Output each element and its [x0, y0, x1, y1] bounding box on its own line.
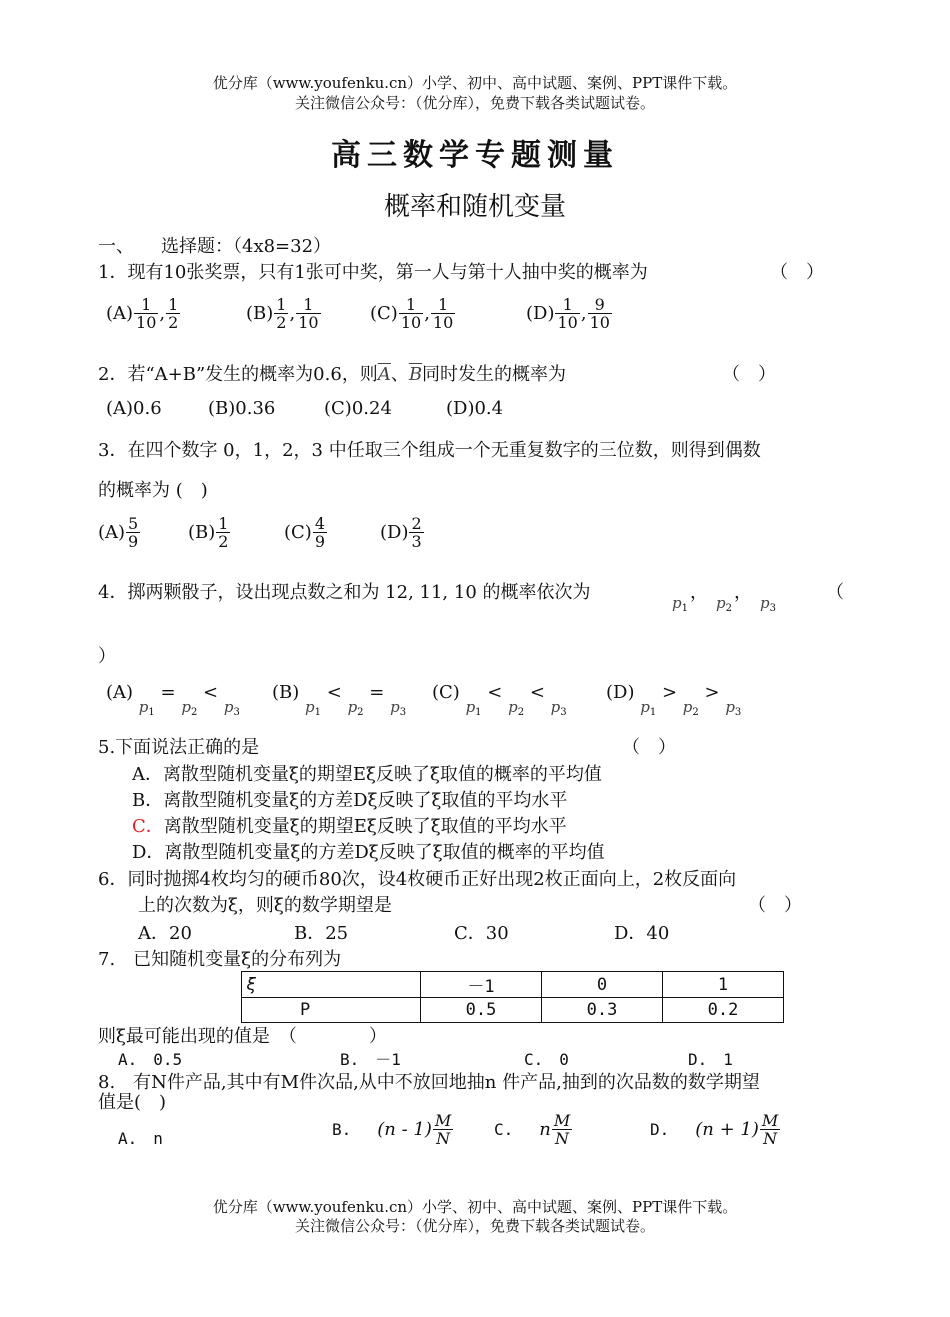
q4-comma-1: ， [690, 582, 708, 603]
p-sub: 2 [725, 603, 732, 614]
p-sub: 1 [148, 707, 155, 718]
q7-option-b: B. －1 [340, 1050, 401, 1069]
q4-paren-close: ） [98, 646, 116, 667]
option-label: (A) [106, 682, 134, 703]
option-label: (B) [208, 398, 236, 419]
q4-option-d [606, 682, 742, 718]
option-label: (B) [188, 522, 216, 543]
option-label: (D) [380, 522, 409, 543]
coefficient: (n + 1) [695, 1119, 759, 1140]
p1 [640, 696, 656, 717]
denominator: 10 [589, 313, 610, 332]
p-symbol: p [640, 698, 650, 716]
page-title: 高三数学专题测量 [331, 138, 619, 173]
q4-text: 4．掷两颗骰子，设出现点数之和为 12, 11, 10 的概率依次为 [98, 582, 591, 603]
p-symbol: p [465, 698, 476, 716]
p-symbol: p [181, 698, 191, 716]
q5-option-a: A．离散型随机变量ξ的期望Eξ反映了ξ取值的概率的平均值 [132, 764, 602, 785]
p3 [224, 696, 240, 717]
denominator: 2 [218, 532, 229, 551]
denominator: N [436, 1129, 451, 1148]
p3 [551, 696, 567, 717]
distribution-table [241, 971, 784, 1023]
q1-text: 1．现有10张奖票，只有1张可中奖，第一人与第十人抽中奖的概率为 [98, 262, 648, 283]
table-cell: 0.3 [542, 998, 663, 1023]
option-label: (A) [106, 303, 134, 324]
q2-option-a [106, 398, 162, 419]
q2-option-c [324, 398, 392, 419]
p-sub: 3 [734, 707, 742, 718]
p2 [181, 696, 197, 717]
option-label: (A) [98, 522, 126, 543]
q4-paren-open: （ [826, 582, 844, 603]
numerator: 1 [431, 296, 455, 314]
footer-line-1: 优分库（www.youfenku.cn）小学、初中、高中试题、案例、PPT课件下载。 [212, 1198, 738, 1216]
q8-line-1: 8. 有N件产品,其中有M件次品,从中不放回地抽n 件产品,抽到的次品数的数学期望 [98, 1072, 760, 1093]
numerator: 5 [128, 514, 139, 533]
p-sub: 2 [692, 707, 699, 718]
p-symbol: p [347, 698, 358, 716]
p1 [305, 696, 321, 717]
p-sub: 1 [681, 603, 688, 614]
p-symbol: p [725, 698, 735, 716]
table-cell: 1 [663, 972, 784, 998]
q5-option-d: D．离散型随机变量ξ的方差Dξ反映了ξ取值的概率的平均值 [132, 842, 605, 863]
q5-option-c [132, 812, 567, 838]
denominator: N [763, 1129, 778, 1148]
p-sub: 1 [475, 707, 482, 718]
q8-option-a: A. n [118, 1129, 163, 1148]
p-sub: 2 [190, 707, 198, 718]
numerator: M [434, 1111, 452, 1130]
p2 [348, 696, 364, 717]
numerator: 1 [296, 296, 320, 314]
fraction [555, 296, 579, 331]
fraction [552, 1112, 572, 1147]
fraction [126, 515, 140, 550]
op: < [487, 682, 503, 703]
q3-option-b [188, 515, 231, 550]
fraction [433, 1112, 453, 1147]
p3 [725, 696, 741, 717]
table-row [242, 998, 784, 1023]
table-cell: 0.5 [421, 998, 542, 1023]
table-cell: P [242, 998, 421, 1023]
q8-option-c [494, 1112, 573, 1147]
fraction [216, 515, 230, 550]
q6-line-2: 上的次数为ξ，则ξ的数学期望是 [138, 895, 392, 916]
q4-comma-2: ， [734, 582, 752, 603]
q6-paren: （ ） [748, 895, 802, 916]
p-symbol: p [223, 698, 234, 716]
fraction [296, 296, 320, 331]
numerator: 1 [134, 296, 158, 314]
option-label: D. [650, 1120, 670, 1139]
footer-line-2: 关注微信公众号：（优分库），免费下载各类试题试卷。 [294, 1217, 655, 1235]
option-label: (D) [526, 303, 555, 324]
numerator: 1 [218, 514, 229, 533]
q2-a-bar: $\overline{A}$ [377, 364, 391, 385]
table-cell: 0 [542, 972, 663, 998]
numerator: 9 [588, 296, 612, 314]
q7-option-a: A. 0.5 [118, 1050, 183, 1069]
q5-option-b: B．离散型随机变量ξ的方差Dξ反映了ξ取值的平均水平 [132, 790, 568, 811]
option-label: (C) [370, 303, 398, 324]
q2-option-d [446, 398, 503, 419]
option-label: B. [332, 1120, 352, 1139]
p-sub: 3 [233, 707, 240, 718]
option-label: (B) [246, 303, 274, 324]
denominator: 9 [314, 532, 326, 551]
option-label: (A) [106, 398, 134, 419]
q2-value: 0.6 [313, 364, 342, 385]
denominator: 2 [276, 313, 287, 332]
numerator: 1 [168, 295, 179, 314]
p-sub: 3 [399, 707, 407, 718]
page-subtitle: 概率和随机变量 [383, 192, 566, 222]
p2 [508, 696, 524, 717]
denominator: 10 [432, 313, 454, 332]
p-symbol: p [672, 594, 682, 612]
option-label: (C) [284, 522, 312, 543]
q3-option-a [98, 515, 141, 550]
p-sub: 1 [649, 707, 657, 718]
q2-paren: （ ） [722, 364, 776, 385]
q3-line-1: 3．在四个数字 0，1，2，3 中任取三个组成一个无重复数字的三位数，则得到偶数 [98, 440, 761, 461]
q1-option-d: (D) $\frac{1}{10}$ , $\frac{9}{10}$ [526, 295, 610, 332]
op: < [529, 682, 545, 703]
fraction [399, 296, 423, 331]
option-value: 0.24 [351, 398, 392, 419]
option-value: 0.4 [474, 398, 504, 419]
op: > [704, 682, 720, 703]
header-line-2: 关注微信公众号：（优分库），免费下载各类试题试卷。 [294, 94, 655, 112]
numerator: M [553, 1111, 571, 1130]
p-sub: 3 [560, 707, 567, 718]
q5-text: 5.下面说法正确的是 [98, 737, 260, 758]
fraction [313, 515, 327, 550]
table-cell: ξ [242, 972, 421, 998]
p-symbol: p [760, 594, 770, 612]
numerator: 1 [555, 296, 579, 314]
p-sub: 3 [769, 603, 776, 614]
coefficient: n [539, 1119, 551, 1140]
q4-p1 [672, 593, 688, 614]
option-label: (D) [606, 682, 635, 703]
q1-option-b: (B) $\frac{1}{2}$ , $\frac{1}{10}$ [246, 295, 319, 332]
p-symbol: p [682, 698, 693, 716]
q2-sep: 、 [390, 364, 409, 385]
option-label: C． [132, 816, 164, 837]
denominator: 10 [298, 313, 319, 332]
q4-option-b [272, 682, 407, 718]
denominator: 10 [136, 313, 157, 332]
q6-line-1: 6．同时抛掷4枚均匀的硬币80次，设4枚硬币正好出现2枚正面向上，2枚反面向 [98, 869, 737, 890]
section-heading: 一、 选择题：（4x8=32） [98, 236, 332, 257]
q4-option-a [106, 682, 240, 718]
fraction [134, 296, 158, 331]
p-symbol: p [305, 698, 315, 716]
q3-option-d [380, 515, 425, 550]
q8-line-2: 值是( ) [98, 1092, 167, 1113]
q8-option-d [650, 1112, 781, 1147]
q4-p2 [716, 593, 732, 614]
q3-option-c [284, 515, 328, 550]
q2-text-b: ，则 [341, 364, 378, 385]
p-symbol: p [138, 698, 149, 716]
q7-question: 则ξ最可能出现的值是 （ ） [98, 1026, 387, 1047]
option-label: (C) [324, 398, 352, 419]
option-value: 0.36 [235, 398, 276, 419]
q1-option-c: (C) $\frac{1}{10}$ , $\frac{1}{10}$ [370, 295, 454, 332]
option-label: (D) [446, 398, 475, 419]
q2-text-c: 同时发生的概率为 [422, 364, 567, 385]
p-symbol: p [550, 698, 561, 716]
fraction [166, 296, 180, 331]
table-cell: 0.2 [663, 998, 784, 1023]
p-sub: 2 [357, 707, 364, 718]
q6-option-a: A．20 [138, 923, 192, 944]
op: > [661, 682, 678, 703]
fraction [588, 296, 612, 331]
numerator: 4 [314, 514, 326, 533]
q7-option-d: D. 1 [688, 1050, 733, 1069]
coefficient: (n - 1) [377, 1119, 432, 1140]
q1-option-a: (A) $\frac{1}{10}$ , $\frac{1}{2}$ [106, 295, 179, 332]
q7-text: 7. 已知随机变量ξ的分布列为 [98, 949, 342, 970]
numerator: M [761, 1111, 779, 1130]
q2-b-bar: $\overline{B}$ [408, 364, 423, 385]
q6-option-b: B．25 [294, 923, 349, 944]
q2-option-b [208, 398, 275, 419]
p-symbol: p [508, 698, 518, 716]
fraction [760, 1112, 780, 1147]
denominator: 9 [128, 532, 139, 551]
denominator: 3 [411, 532, 422, 551]
q7-option-c: C. 0 [524, 1050, 569, 1069]
header-line-1: 优分库（www.youfenku.cn）小学、初中、高中试题、案例、PPT课件下载。 [212, 74, 738, 92]
denominator: 10 [400, 313, 422, 332]
numerator: 1 [276, 295, 287, 314]
q5-paren: （ ） [622, 737, 676, 758]
fraction [409, 515, 423, 550]
op: < [203, 682, 219, 703]
option-label: C. [494, 1120, 514, 1139]
p1 [466, 696, 482, 717]
q4-p3 [760, 593, 776, 614]
q4-option-c [432, 682, 567, 718]
q6-option-c: C．30 [454, 923, 509, 944]
numerator: 2 [411, 514, 422, 533]
p-symbol: p [390, 698, 400, 716]
option-value: 0.6 [133, 398, 162, 419]
p-sub: 2 [517, 707, 525, 718]
q6-option-d: D．40 [614, 923, 670, 944]
p1 [139, 696, 155, 717]
q8-option-b [332, 1112, 454, 1147]
q2-text [98, 360, 566, 386]
numerator: 1 [399, 296, 423, 314]
option-text: 离散型随机变量ξ的期望Eξ反映了ξ取值的平均水平 [163, 816, 567, 837]
op: = [369, 682, 385, 703]
q3-line-2: 的概率为 ( ) [98, 480, 208, 501]
op: < [326, 682, 342, 703]
p-symbol: p [716, 594, 726, 612]
fraction [431, 296, 455, 331]
denominator: N [555, 1129, 570, 1148]
denominator: 10 [557, 313, 578, 332]
q2-text-a: 2．若“A+B”发生的概率为 [98, 364, 314, 385]
p-sub: 1 [314, 707, 321, 718]
option-label: (C) [432, 682, 460, 703]
fraction [274, 296, 288, 331]
table-cell: －1 [421, 972, 542, 998]
option-label: (B) [272, 682, 300, 703]
table-row [242, 972, 784, 998]
p2 [683, 696, 699, 717]
q1-paren: （ ） [770, 262, 824, 283]
p3 [390, 696, 406, 717]
denominator: 2 [168, 313, 179, 332]
op: = [160, 682, 176, 703]
